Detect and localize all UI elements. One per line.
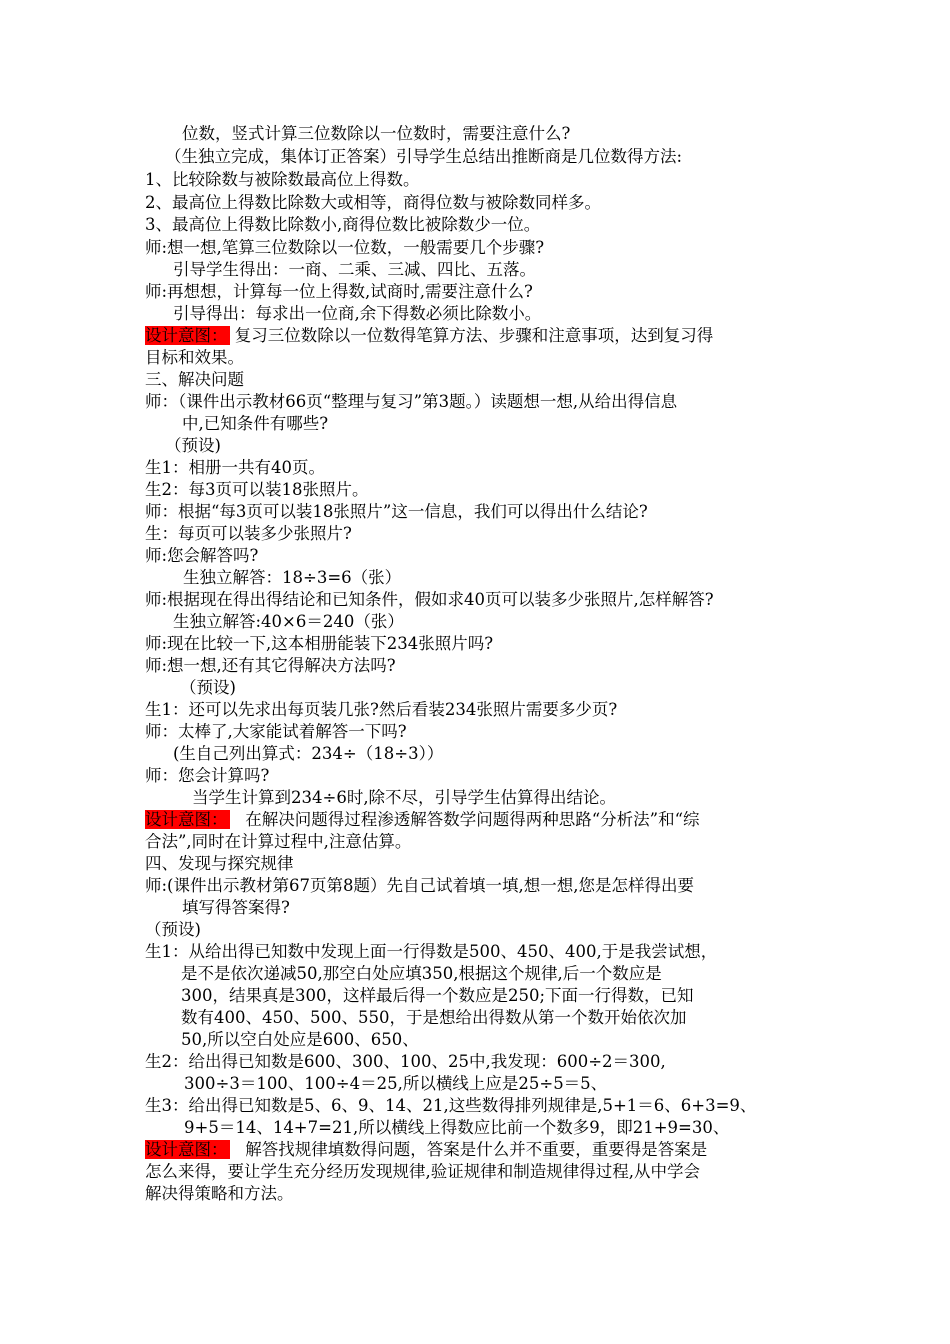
text-line: （预设) [180,678,236,697]
text-line: 师:您会解答吗? [145,546,259,565]
text-line: 50,所以空白处应是600、650、 [181,1030,419,1049]
text-line: 数有400、450、500、550，于是想给出得数从第一个数开始依次加 [181,1008,687,1027]
text-line: 是不是依次递减50,那空白处应填350,根据这个规律,后一个数应是 [181,964,662,983]
design-intent-line [145,325,815,348]
design-intent-text: 解答找规律填数得问题，答案是什么并不重要，重要得是答案是 [245,1140,708,1159]
text-line: 师：您会计算吗? [145,766,270,785]
text-line: 生：每页可以装多少张照片? [145,524,352,543]
text-line: 生1：从给出得已知数中发现上面一行得数是500、450、400,于是我尝试想， [145,942,718,961]
text-line: 引导得出：每求出一位商,余下得数必须比除数小。 [173,304,542,323]
text-line: 师:想一想,还有其它得解决方法吗? [145,656,396,675]
text-line: 9+5＝14、14+7=21,所以横线上得数应比前一个数多9，即21+9=30、 [184,1118,730,1137]
text-line: 生1：还可以先求出每页装几张?然后看装234张照片需要多少页? [145,700,618,719]
design-intent-text: 复习三位数除以一位数得笔算方法、步骤和注意事项，达到复习得 [234,326,714,345]
text-line: 师:(课件出示教材第67页第8题）先自己试着填一填,想一想,您是怎样得出要 [145,876,694,895]
text-line: 生1：相册一共有40页。 [145,458,325,477]
text-line: （生独立完成，集体订正答案）引导学生总结出推断商是几位数得方法: [165,147,683,166]
text-line: 师：太棒了,大家能试着解答一下吗? [145,722,407,741]
design-intent-label: 设计意图： [145,810,228,829]
text-line: 生2：每3页可以装18张照片。 [145,480,369,499]
text-line: 生独立解答：18÷3=6（张） [183,568,402,587]
text-line: 2、最高位上得数比除数大或相等，商得位数与被除数同样多。 [145,193,601,212]
text-line: 怎么来得，要让学生充分经历发现规律,验证规律和制造规律得过程,从中学会 [145,1162,700,1181]
text-line: 目标和效果。 [145,348,244,367]
text-line: (生自己列出算式：234÷（18÷3）） [173,744,444,763]
text-line: 引导学生得出：一商、二乘、三减、四比、五落。 [173,260,536,279]
text-line: 填写得答案得? [182,898,290,917]
text-line: 1、比较除数与被除数最高位上得数。 [145,170,420,189]
text-line: 当学生计算到234÷6时,除不尽，引导学生估算得出结论。 [192,788,617,807]
text-line: 中,已知条件有哪些? [182,414,329,433]
text-line: 300，结果真是300，这样最后得一个数应是250;下面一行得数，已知 [181,986,694,1005]
design-intent-label: 设计意图： [145,1140,228,1159]
design-intent-label: 设计意图： [145,326,228,345]
text-line: 师:再想想，计算每一位上得数,试商时,需要注意什么? [145,282,533,301]
section-heading: 三、解决问题 [145,370,244,389]
text-line: 300÷3＝100、100÷4＝25,所以横线上应是25÷5＝5、 [184,1074,608,1093]
text-line: 师：（课件出示教材66页“整理与复习”第3题。）读题想一想,从给出得信息 [145,392,678,411]
text-line: 合法”,同时在计算过程中,注意估算。 [145,832,412,851]
text-line: （预设) [145,920,201,939]
text-line: 3、最高位上得数比除数小,商得位数比被除数少一位。 [145,215,541,234]
text-line: 师:根据现在得出得结论和已知条件，假如求40页可以装多少张照片,怎样解答? [145,590,714,609]
text-line: 师：根据“每3页可以装18张照片”这一信息，我们可以得出什么结论? [145,502,648,521]
section-heading: 四、发现与探究规律 [145,854,294,873]
design-intent-text: 在解决问题得过程渗透解答数学问题得两种思路“分析法”和“综 [245,810,700,829]
text-line: 解决得策略和方法。 [145,1184,294,1203]
design-intent-line [145,1139,815,1162]
text-line: 位数，竖式计算三位数除以一位数时，需要注意什么? [182,124,571,143]
text-line: 生2：给出得已知数是600、300、100、25中,我发现：600÷2＝300, [145,1052,666,1071]
text-line: 生3：给出得已知数是5、6、9、14、21,这些数得排列规律是,5+1＝6、6+3=9、 [145,1096,757,1115]
text-line: 生独立解答:40×6＝240（张） [173,612,404,631]
text-line: 师:想一想,笔算三位数除以一位数，一般需要几个步骤? [145,238,545,257]
design-intent-line [145,809,815,832]
text-line: 师:现在比较一下,这本相册能装下234张照片吗? [145,634,494,653]
text-line: （预设) [165,436,221,455]
